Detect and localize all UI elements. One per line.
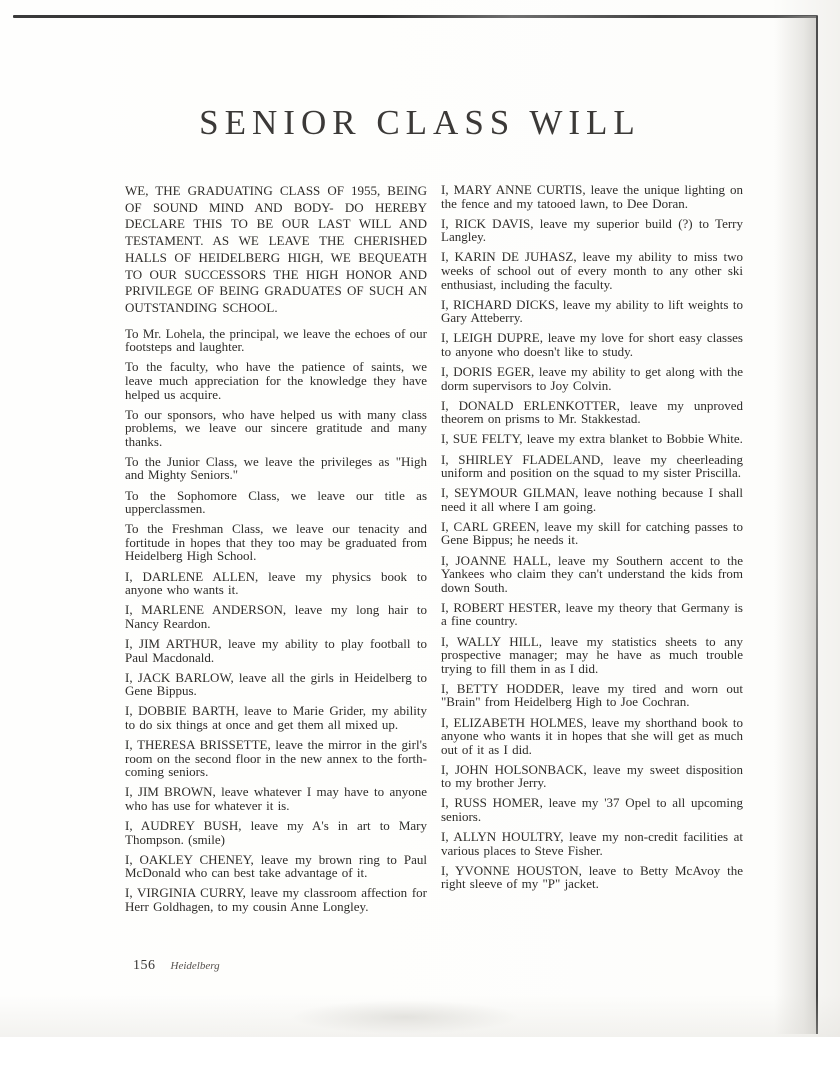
will-paragraph: WE, THE GRADUATING CLASS OF 1955, BEING OF SOUND MIND AND BODY- DO HEREBY DECLARE THIS TO BE OUR LAST WILL AND TESTAMENT. AS WE LEAVE THE CHERISHED HALLS OF HEIDELBERG HIGH, WE BEQUEATH TO OUR SUCCESSORS THE HIGH HONOR AND PRIVILEGE OF BEING GRADUATES OF SUCH AN OUTSTANDING SCHOOL. bbox=[125, 183, 427, 315]
will-paragraph: I, YVONNE HOUSTON, leave to Betty McAvoy the right sleeve of my "P" jacket. bbox=[441, 862, 743, 892]
will-paragraph: I, RICK DAVIS, leave my superior build (?) to Terry Langley. bbox=[441, 215, 743, 245]
will-paragraph: I, SUE FELTY, leave my extra blanket to Bobbie White. bbox=[441, 431, 743, 447]
will-paragraph: I, RICHARD DICKS, leave my ability to lift weights to Gary Atteberry. bbox=[441, 296, 743, 326]
will-paragraph: I, JOHN HOLSONBACK, leave my sweet disposition to my brother Jerry. bbox=[441, 761, 743, 791]
will-paragraph: I, ELIZABETH HOLMES, leave my shorthand book to anyone who wants it in hopes that she will get as much out of it as I did. bbox=[441, 714, 743, 757]
will-paragraph: To the Freshman Class, we leave our tenacity and fortitude in hopes that they too may be graduated from Heidelberg High School. bbox=[125, 521, 427, 564]
will-paragraph: I, THERESA BRISSETTE, leave the mirror in the girl's room on the second floor in the new annex to the forth-coming seniors. bbox=[125, 736, 427, 780]
will-paragraph: I, MARLENE ANDERSON, leave my long hair to Nancy Reardon. bbox=[125, 602, 427, 631]
left-column bbox=[125, 183, 427, 920]
footer-book-title: Heidelberg bbox=[170, 960, 220, 972]
will-paragraph: I, DOBBIE BARTH, leave to Marie Grider, my ability to do six things at once and get them all mixed up. bbox=[125, 703, 427, 732]
will-paragraph: I, SEYMOUR GILMAN, leave nothing because I shall need it all where I am going. bbox=[441, 485, 743, 514]
will-paragraph: I, RUSS HOMER, leave my '37 Opel to all upcoming seniors. bbox=[441, 795, 743, 825]
will-paragraph: I, AUDREY BUSH, leave my A's in art to Mary Thompson. (smile) bbox=[125, 817, 427, 847]
will-paragraph: I, MARY ANNE CURTIS, leave the unique lighting on the fence and my tatooed lawn, to Dee Doran. bbox=[441, 182, 743, 211]
will-paragraph: I, ROBERT HESTER, leave my theory that Germany is a fine country. bbox=[441, 599, 743, 629]
will-paragraph: To the faculty, who have the patience of saints, we leave much appreciation for the knowledge they have helped us acquire. bbox=[125, 359, 427, 402]
will-paragraph: I, DONALD ERLENKOTTER, leave my unproved theorem on prisms to Mr. Stakkestad. bbox=[441, 397, 743, 427]
page-top-rule bbox=[13, 15, 818, 18]
page-number: 156 bbox=[133, 958, 156, 973]
will-paragraph: I, BETTY HODDER, leave my tired and worn out "Brain" from Heidelberg High to Joe Cochran. bbox=[441, 680, 743, 710]
will-paragraph: To Mr. Lohela, the principal, we leave the echoes of our footsteps and laughter. bbox=[125, 325, 427, 355]
will-paragraph: I, JIM BROWN, leave whatever I may have to anyone who has use for whatever it is. bbox=[125, 784, 427, 813]
page-title: SENIOR CLASS WILL bbox=[199, 103, 641, 142]
page-right-edge-line bbox=[816, 16, 818, 1034]
will-paragraph: I, ALLYN HOULTRY, leave my non-credit facilities at various places to Steve Fisher. bbox=[441, 829, 743, 858]
page-bottom-smudge bbox=[290, 1000, 520, 1034]
will-paragraph: I, KARIN DE JUHASZ, leave my ability to miss two weeks of school out of every month to any other ski enthusiast, including the faculty. bbox=[441, 249, 743, 292]
will-paragraph: I, VIRGINIA CURRY, leave my classroom affection for Herr Goldhagen, to my cousin Anne Longley. bbox=[125, 885, 427, 914]
will-paragraph: I, DORIS EGER, leave my ability to get along with the dorm supervisors to Joy Colvin. bbox=[441, 364, 743, 393]
will-paragraph: I, JACK BARLOW, leave all the girls in Heidelberg to Gene Bippus. bbox=[125, 669, 427, 699]
will-paragraph: I, JOANNE HALL, leave my Southern accent to the Yankees who claim they can't understand the kids from down South. bbox=[441, 552, 743, 595]
will-paragraph: I, SHIRLEY FLADELAND, leave my cheerleading uniform and position on the squad to my sister Priscilla. bbox=[441, 451, 743, 481]
will-paragraph: I, CARL GREEN, leave my skill for catching passes to Gene Bippus; he needs it. bbox=[441, 518, 743, 548]
page-right-edge-shadow bbox=[775, 16, 816, 1034]
will-paragraph: I, WALLY HILL, leave my statistics sheets to any prospective manager; may he have as much trouble trying to fill them in as I did. bbox=[441, 633, 743, 676]
will-paragraph: I, LEIGH DUPRE, leave my love for short easy classes to anyone who doesn't like to study. bbox=[441, 330, 743, 359]
will-paragraph: I, DARLENE ALLEN, leave my physics book to anyone who wants it. bbox=[125, 568, 427, 598]
right-column bbox=[441, 183, 743, 920]
page-footer bbox=[133, 956, 220, 974]
will-paragraph: To the Junior Class, we leave the privileges as "High and Mighty Seniors." bbox=[125, 453, 427, 483]
will-paragraph: I, JIM ARTHUR, leave my ability to play football to Paul Macdonald. bbox=[125, 635, 427, 665]
will-paragraph: To our sponsors, who have helped us with many class problems, we leave our sincere gratitude and many thanks. bbox=[125, 406, 427, 449]
will-paragraph: I, OAKLEY CHENEY, leave my brown ring to Paul McDonald who can best take advantage of it. bbox=[125, 851, 427, 881]
will-text-body bbox=[125, 183, 743, 920]
will-paragraph: To the Sophomore Class, we leave our title as upperclassmen. bbox=[125, 487, 427, 517]
